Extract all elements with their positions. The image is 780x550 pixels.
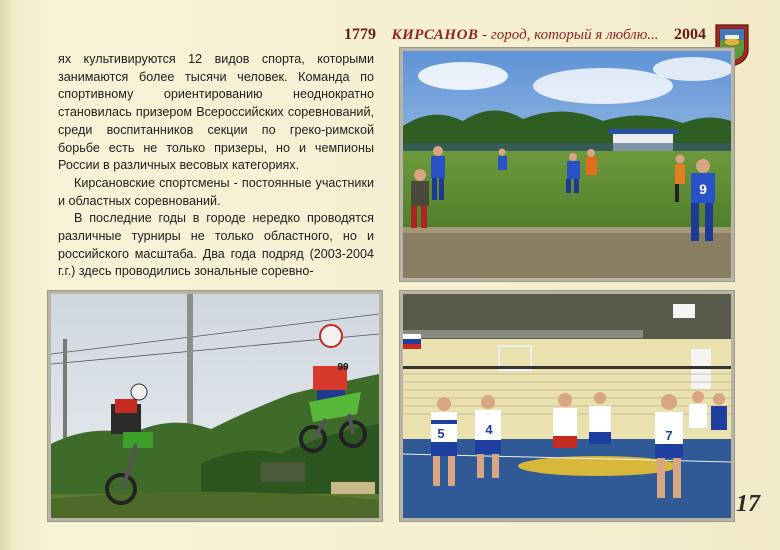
header-year-start: 1779 <box>344 26 376 43</box>
header-town-name: КИРСАНОВ <box>391 27 479 43</box>
running-header <box>344 26 706 48</box>
article-text <box>58 51 374 281</box>
paragraph-sports: ях культивируются 12 видов спорта, которыми занимаются более тысячи человек. Команда по спортивному ориентированию неоднократно становилась призером Всероссийских соревнований, среди воспитанников секции по греко-римской борьбе есть не только призеры, но и чемпионы России в различных весовых категориях. <box>58 52 374 173</box>
header-slogan: - город, который я люблю... <box>478 27 659 43</box>
page-number: 17 <box>736 491 760 517</box>
header-title <box>391 27 658 44</box>
motocross-photo <box>48 291 382 521</box>
soccer-jersey-number: 9 <box>699 181 707 197</box>
soccer-match-photo <box>400 48 734 281</box>
volley-jersey-number-7: 7 <box>665 428 673 443</box>
volley-jersey-number-5: 5 <box>437 426 445 441</box>
paragraph-tournaments: В последние годы в городе нередко проводятся различные турниры не только областного, но и российского масштаба. Два года подряд (2003-2004 г.г.) здесь проводились зональные соревно- <box>58 211 374 279</box>
volleyball-match-photo <box>400 291 734 521</box>
paragraph-athletes: Кирсановские спортсмены - постоянные участники и областных соревнований. <box>58 175 374 208</box>
header-year-end: 2004 <box>674 26 706 43</box>
bike-number-plate: 99 <box>337 362 349 373</box>
volley-jersey-number-4: 4 <box>485 422 493 437</box>
page-binding-shadow <box>0 0 14 550</box>
